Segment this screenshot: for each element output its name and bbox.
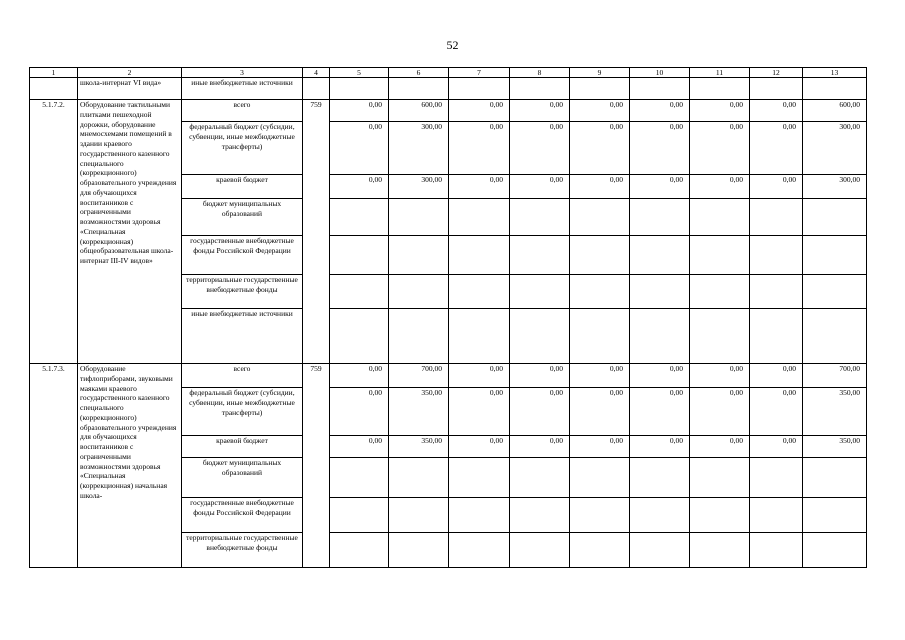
value-cell <box>750 498 803 533</box>
column-number: 5 <box>330 68 389 78</box>
value-cell: 0,00 <box>690 100 750 122</box>
empty-cell <box>330 78 389 100</box>
funding-source-cell: территориальные государственные внебюджетные фонды <box>182 533 303 568</box>
value-cell <box>330 533 389 568</box>
value-cell <box>389 498 449 533</box>
value-cell <box>389 309 449 364</box>
column-number: 1 <box>30 68 78 78</box>
value-cell: 300,00 <box>803 175 867 199</box>
value-cell: 600,00 <box>389 100 449 122</box>
value-cell <box>630 458 690 498</box>
value-cell: 0,00 <box>630 175 690 199</box>
value-cell <box>690 236 750 275</box>
value-cell <box>690 275 750 309</box>
value-cell: 0,00 <box>330 122 389 175</box>
value-cell <box>570 498 630 533</box>
empty-cell <box>630 78 690 100</box>
column-number: 2 <box>78 68 182 78</box>
value-cell: 600,00 <box>803 100 867 122</box>
value-cell: 0,00 <box>750 100 803 122</box>
value-cell <box>510 309 570 364</box>
page-number: 52 <box>446 38 459 52</box>
value-cell: 350,00 <box>803 388 867 436</box>
value-cell: 0,00 <box>449 436 510 458</box>
value-cell: 0,00 <box>330 364 389 388</box>
value-cell: 0,00 <box>630 100 690 122</box>
value-cell: 0,00 <box>449 388 510 436</box>
value-cell <box>750 275 803 309</box>
value-cell <box>449 458 510 498</box>
value-cell: 0,00 <box>570 100 630 122</box>
value-cell <box>690 458 750 498</box>
value-cell: 0,00 <box>690 388 750 436</box>
value-cell: 0,00 <box>449 122 510 175</box>
value-cell <box>630 199 690 236</box>
value-cell <box>750 458 803 498</box>
empty-cell <box>750 78 803 100</box>
value-cell <box>330 199 389 236</box>
empty-cell <box>803 78 867 100</box>
value-cell: 0,00 <box>570 364 630 388</box>
value-cell <box>389 533 449 568</box>
value-cell <box>449 236 510 275</box>
measure-number-cell: 5.1.7.3. <box>30 364 78 568</box>
value-cell <box>570 275 630 309</box>
value-cell: 0,00 <box>750 388 803 436</box>
value-cell <box>449 309 510 364</box>
value-cell <box>750 199 803 236</box>
value-cell <box>690 309 750 364</box>
value-cell <box>389 199 449 236</box>
value-cell <box>690 199 750 236</box>
funding-source-cell: федеральный бюджет (субсидии, субвенции, иные межбюджетные трансферты) <box>182 388 303 436</box>
value-cell: 0,00 <box>750 122 803 175</box>
value-cell <box>510 533 570 568</box>
value-cell: 0,00 <box>630 364 690 388</box>
value-cell: 0,00 <box>690 122 750 175</box>
value-cell: 0,00 <box>510 122 570 175</box>
funding-source-cell: государственные внебюджетные фонды Российской Федерации <box>182 498 303 533</box>
value-cell <box>690 533 750 568</box>
budget-table <box>29 67 867 568</box>
value-cell <box>510 458 570 498</box>
value-cell <box>389 275 449 309</box>
value-cell <box>510 498 570 533</box>
value-cell: 0,00 <box>449 175 510 199</box>
column-number: 8 <box>510 68 570 78</box>
value-cell <box>330 275 389 309</box>
empty-cell <box>303 78 330 100</box>
measure-name-cell: Оборудование тифлоприборами, звуковыми маяками краевого государственного казенного специального (коррекционного) образовательного учреждения для обучающихся воспитанников с ограниченными возможностями здоровья «Специальная (коррекционная) начальная школа- <box>78 364 182 568</box>
value-cell <box>750 236 803 275</box>
measure-number-cell: 5.1.7.2. <box>30 100 78 364</box>
value-cell <box>330 458 389 498</box>
funding-source-cell: бюджет муниципальных образований <box>182 458 303 498</box>
value-cell <box>803 458 867 498</box>
value-cell <box>570 199 630 236</box>
column-number: 6 <box>389 68 449 78</box>
value-cell: 300,00 <box>389 175 449 199</box>
empty-cell <box>389 78 449 100</box>
value-cell: 350,00 <box>389 436 449 458</box>
empty-cell <box>510 78 570 100</box>
value-cell <box>389 458 449 498</box>
funding-row <box>30 364 867 388</box>
value-cell: 0,00 <box>750 436 803 458</box>
value-cell <box>570 458 630 498</box>
value-cell: 0,00 <box>630 122 690 175</box>
empty-cell <box>690 78 750 100</box>
value-cell <box>330 498 389 533</box>
column-number: 11 <box>690 68 750 78</box>
value-cell <box>803 275 867 309</box>
value-cell <box>803 498 867 533</box>
funding-source-cell: бюджет муниципальных образований <box>182 199 303 236</box>
value-cell: 0,00 <box>690 364 750 388</box>
value-cell <box>630 533 690 568</box>
value-cell <box>449 199 510 236</box>
code-cell: 759 <box>303 100 330 364</box>
value-cell <box>389 236 449 275</box>
empty-cell <box>570 78 630 100</box>
funding-source-cell: федеральный бюджет (субсидии, субвенции, иные межбюджетные трансферты) <box>182 122 303 175</box>
column-number: 12 <box>750 68 803 78</box>
value-cell: 0,00 <box>330 175 389 199</box>
value-cell: 700,00 <box>389 364 449 388</box>
value-cell <box>449 498 510 533</box>
funding-source-cell: всего <box>182 100 303 122</box>
value-cell: 0,00 <box>570 122 630 175</box>
column-number: 3 <box>182 68 303 78</box>
value-cell <box>750 309 803 364</box>
value-cell <box>803 236 867 275</box>
value-cell <box>570 236 630 275</box>
column-number: 9 <box>570 68 630 78</box>
value-cell <box>630 498 690 533</box>
value-cell: 0,00 <box>510 175 570 199</box>
value-cell: 0,00 <box>510 364 570 388</box>
value-cell: 0,00 <box>570 436 630 458</box>
value-cell: 300,00 <box>389 122 449 175</box>
value-cell <box>449 533 510 568</box>
value-cell: 0,00 <box>330 388 389 436</box>
value-cell: 0,00 <box>449 364 510 388</box>
value-cell: 700,00 <box>803 364 867 388</box>
funding-source-cell: краевой бюджет <box>182 436 303 458</box>
funding-row <box>30 100 867 122</box>
value-cell: 300,00 <box>803 122 867 175</box>
empty-cell <box>449 78 510 100</box>
continuation-row <box>30 78 867 100</box>
funding-source-cell: территориальные государственные внебюджетные фонды <box>182 275 303 309</box>
value-cell: 0,00 <box>449 100 510 122</box>
funding-source-cell: краевой бюджет <box>182 175 303 199</box>
value-cell: 0,00 <box>330 100 389 122</box>
value-cell <box>803 309 867 364</box>
code-cell: 759 <box>303 364 330 568</box>
row-number-cell <box>30 78 78 100</box>
value-cell <box>750 533 803 568</box>
value-cell: 350,00 <box>803 436 867 458</box>
value-cell <box>510 236 570 275</box>
column-number: 7 <box>449 68 510 78</box>
funding-source-cell: иные внебюджетные источники <box>182 78 303 100</box>
value-cell: 0,00 <box>570 175 630 199</box>
value-cell: 0,00 <box>510 388 570 436</box>
value-cell: 0,00 <box>750 364 803 388</box>
funding-source-cell: государственные внебюджетные фонды Российской Федерации <box>182 236 303 275</box>
value-cell <box>330 236 389 275</box>
value-cell <box>690 498 750 533</box>
value-cell: 0,00 <box>750 175 803 199</box>
value-cell: 0,00 <box>690 175 750 199</box>
measure-name-cell: Оборудование тактильными плитками пешеходной дорожки, оборудование мнемосхемами помещений в здании краевого государственного казенного специального (коррекционного) образовательного учреждения для обучающихся воспитанников с ограниченными возможностями здоровья «Специальная (коррекционная) общеобразовательная школа-интернат III-IV видов» <box>78 100 182 364</box>
value-cell: 0,00 <box>630 388 690 436</box>
header-row <box>30 68 867 78</box>
value-cell: 0,00 <box>330 436 389 458</box>
column-number: 13 <box>803 68 867 78</box>
value-cell <box>570 533 630 568</box>
funding-source-cell: иные внебюджетные источники <box>182 309 303 364</box>
value-cell <box>630 236 690 275</box>
value-cell: 0,00 <box>690 436 750 458</box>
value-cell: 0,00 <box>570 388 630 436</box>
value-cell: 0,00 <box>630 436 690 458</box>
value-cell: 350,00 <box>389 388 449 436</box>
value-cell <box>803 533 867 568</box>
column-number: 10 <box>630 68 690 78</box>
value-cell: 0,00 <box>510 436 570 458</box>
value-cell: 0,00 <box>510 100 570 122</box>
value-cell <box>449 275 510 309</box>
value-cell <box>630 309 690 364</box>
value-cell <box>803 199 867 236</box>
funding-source-cell: всего <box>182 364 303 388</box>
value-cell <box>630 275 690 309</box>
measure-name-cell: школа-интернат VI вида» <box>78 78 182 100</box>
value-cell <box>510 199 570 236</box>
column-number: 4 <box>303 68 330 78</box>
value-cell <box>510 275 570 309</box>
value-cell <box>330 309 389 364</box>
value-cell <box>570 309 630 364</box>
